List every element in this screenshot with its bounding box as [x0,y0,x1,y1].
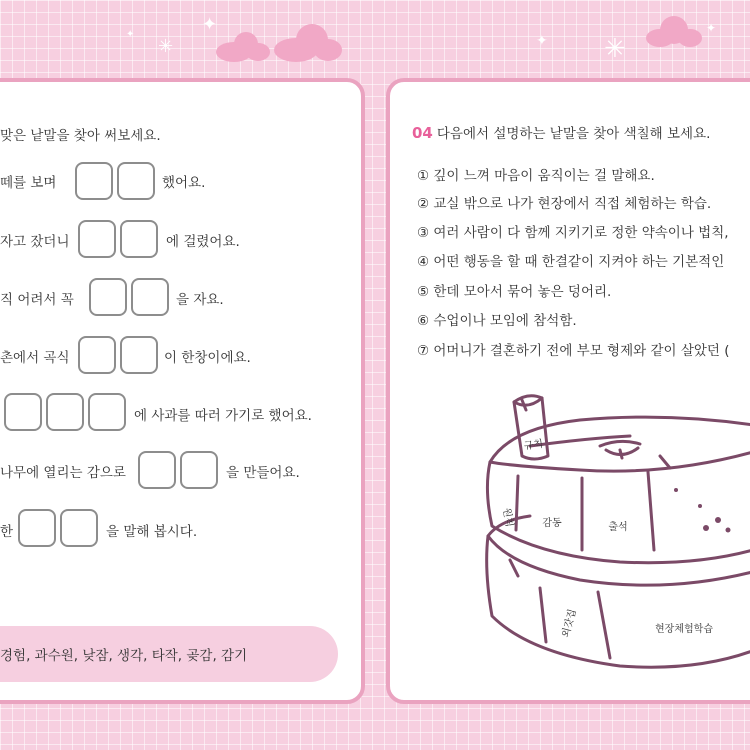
answer-box[interactable] [46,393,84,431]
row-3-after: 을 자요. [176,292,224,308]
row-7-before: 한 [0,524,14,540]
label-handle[interactable]: 규칙 [523,438,544,453]
answer-box[interactable] [88,393,126,431]
row-1-after: 했어요. [162,175,206,191]
answer-box[interactable] [60,509,98,547]
answer-box[interactable] [120,220,158,258]
word-bank [0,626,338,682]
sparkle-icon: ✳ [158,36,174,57]
row-3-before: 직 어려서 꼭 [0,292,74,308]
row-6-before: 나무에 열리는 감으로 [0,465,126,481]
answer-box[interactable] [131,278,169,316]
answer-box[interactable] [180,451,218,489]
answer-box[interactable] [89,278,127,316]
label-top-2[interactable]: 감동 [542,518,562,529]
cloud-icon [644,14,704,48]
sparkle-icon: ✦ [706,21,717,35]
answer-box[interactable] [78,220,116,258]
row-2-after: 에 걸렸어요. [166,234,240,250]
sparkle-icon: ✦ [202,14,218,35]
sparkle-icon: ✦ [126,29,135,40]
question-text: 다음에서 설명하는 낱말을 찾아 색칠해 보세요. [436,126,711,142]
sparkle-icon: ✦ [536,33,548,49]
clue-item: ③ 여러 사람이 다 함께 지키기로 정한 약속이나 법칙, [417,225,729,241]
row-7-after: 을 말해 봅시다. [106,524,198,540]
answer-box[interactable] [120,336,158,374]
label-top-1[interactable]: 원칙 [500,507,515,529]
answer-box[interactable] [18,509,56,547]
rice-cake-illustration [470,380,750,700]
label-bottom-2[interactable]: 현장체험학습 [655,624,713,635]
answer-box[interactable] [4,393,42,431]
label-bottom-1[interactable]: 외갓집 [560,607,579,639]
row-5-after: 에 사과를 따러 가기로 했어요. [134,408,312,424]
clue-item: ② 교실 밖으로 나가 현장에서 직접 체험하는 학습. [417,196,712,212]
word-bank-text: 경험, 과수원, 낮잠, 생각, 타작, 곶감, 감기 [0,648,248,664]
row-4-before: 촌에서 곡식 [0,350,70,366]
row-4-after: 이 한창이에요. [164,350,251,366]
answer-box[interactable] [78,336,116,374]
row-6-after: 을 만들어요. [226,465,300,481]
left-header: 맞은 낱말을 찾아 써보세요. [0,128,161,144]
clue-item: ⑤ 한데 모아서 묶어 놓은 덩어리. [417,284,612,300]
cloud-icon [212,22,342,64]
row-1-before: 떼를 보며 [0,175,57,191]
sparkle-icon: ✳ [604,34,626,64]
answer-box[interactable] [138,451,176,489]
answer-box[interactable] [75,162,113,200]
label-top-3[interactable]: 출석 [608,522,628,533]
question-title [412,122,710,142]
clue-item: ④ 어떤 행동을 할 때 한결같이 지켜야 하는 기본적인 [417,254,725,270]
row-2-before: 자고 잤더니 [0,234,70,250]
clue-item: ⑥ 수업이나 모임에 참석함. [417,313,577,329]
clue-item: ⑦ 어머니가 결혼하기 전에 부모 형제와 같이 살았던 ( [417,343,730,359]
clue-item: ① 깊이 느껴 마음이 움직이는 걸 말해요. [417,168,655,184]
answer-box[interactable] [117,162,155,200]
question-number: 04 [412,124,433,142]
